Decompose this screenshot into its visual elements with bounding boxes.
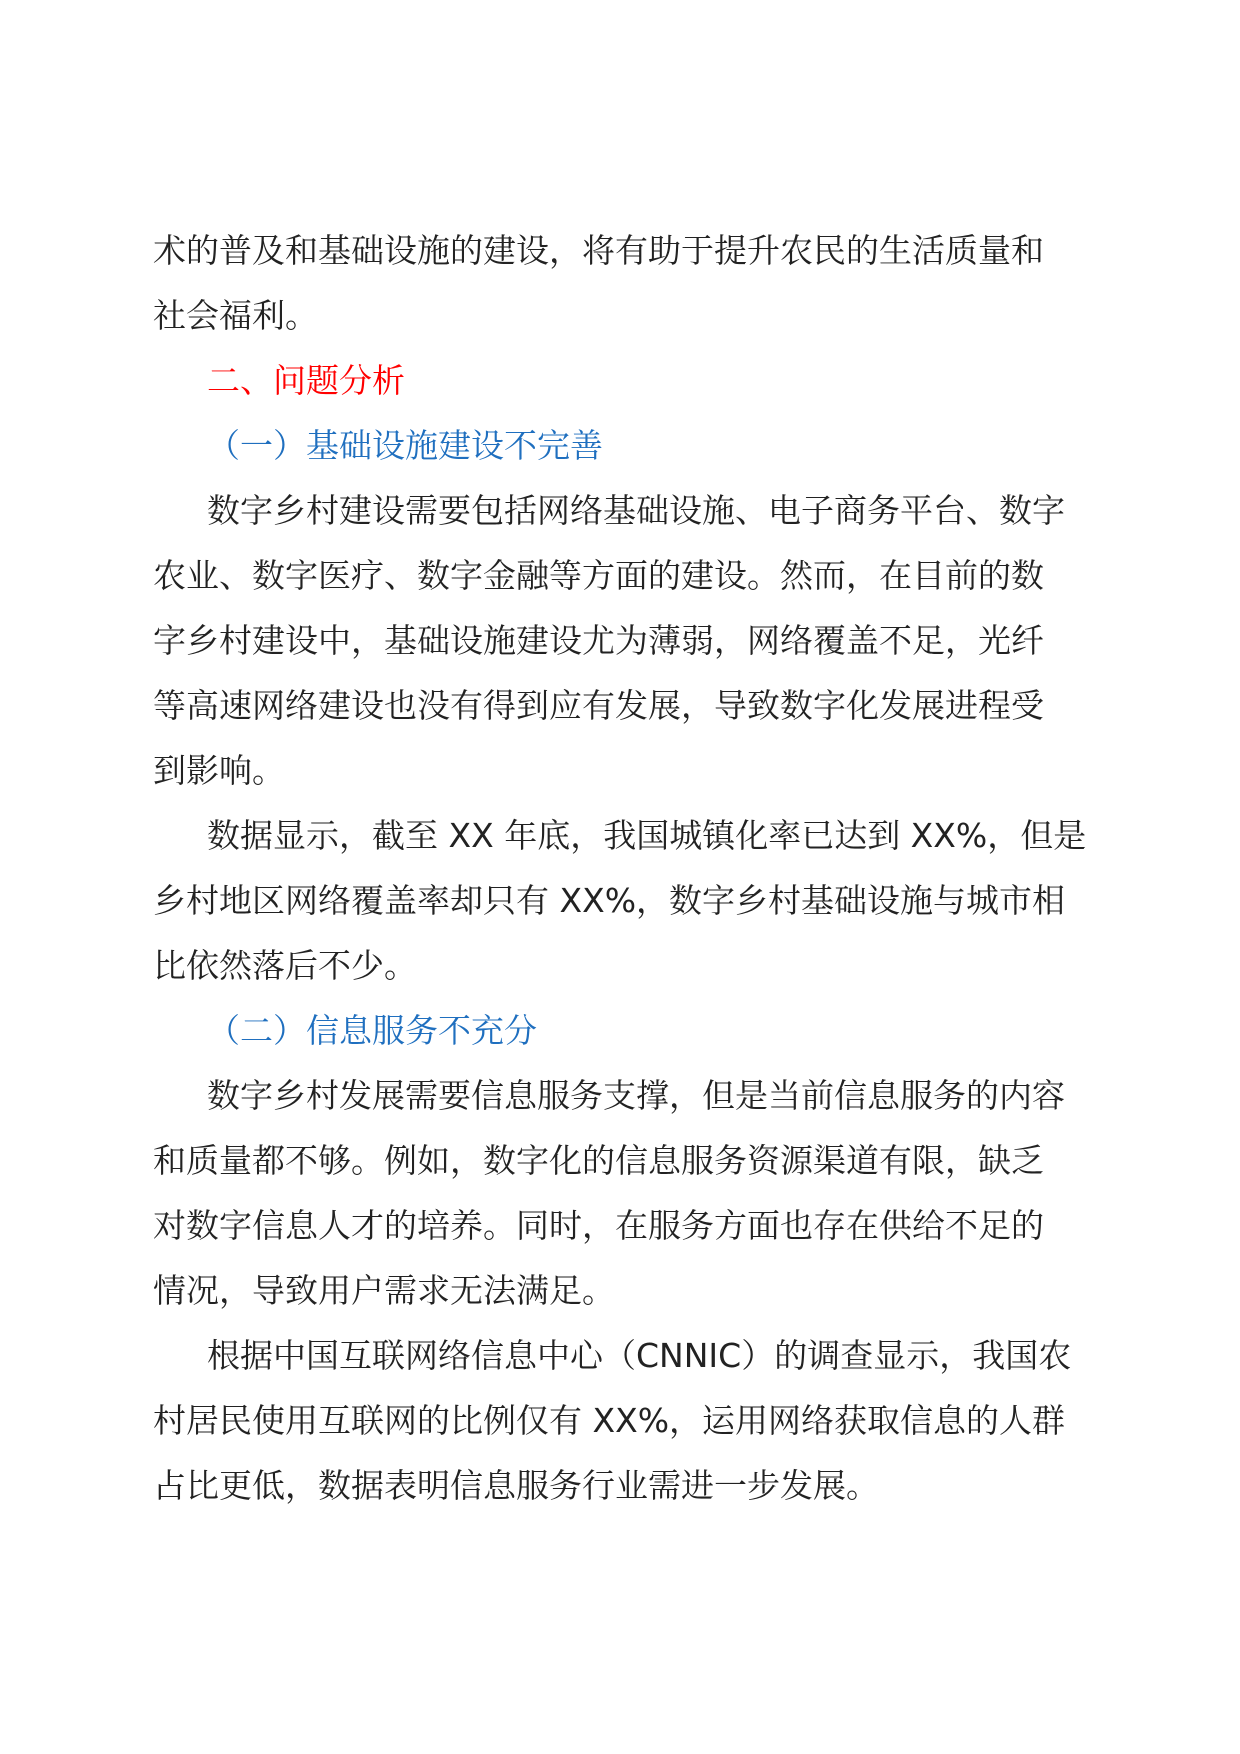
subsection-heading-infrastructure: （一）基础设施建设不完善	[207, 426, 603, 465]
paragraph-line: 情况，导致用户需求无法满足。	[153, 1271, 615, 1310]
paragraph-line: 社会福利。	[153, 296, 318, 335]
intro-paragraph	[153, 218, 1093, 348]
paragraph-line: 数字乡村建设需要包括网络基础设施、电子商务平台、数字	[207, 491, 1065, 530]
subsection-heading-information-service: （二）信息服务不充分	[207, 1011, 537, 1050]
paragraph-line: 字乡村建设中，基础设施建设尤为薄弱，网络覆盖不足，光纤	[153, 621, 1044, 660]
paragraph-line: 乡村地区网络覆盖率却只有 XX%，数字乡村基础设施与城市相	[153, 881, 1066, 920]
infrastructure-paragraph-1	[153, 478, 1093, 803]
paragraph-line: 占比更低，数据表明信息服务行业需进一步发展。	[153, 1466, 879, 1505]
paragraph-line: 和质量都不够。例如，数字化的信息服务资源渠道有限，缺乏	[153, 1141, 1044, 1180]
paragraph-line: 根据中国互联网络信息中心（CNNIC）的调查显示，我国农	[207, 1336, 1072, 1375]
paragraph-line: 等高速网络建设也没有得到应有发展，导致数字化发展进程受	[153, 686, 1044, 725]
paragraph-line: 到影响。	[153, 751, 285, 790]
paragraph-line: 数字乡村发展需要信息服务支撑，但是当前信息服务的内容	[207, 1076, 1065, 1115]
paragraph-line: 农业、数字医疗、数字金融等方面的建设。然而，在目前的数	[153, 556, 1044, 595]
information-service-paragraph-2	[153, 1323, 1093, 1518]
paragraph-line: 对数字信息人才的培养。同时，在服务方面也存在供给不足的	[153, 1206, 1044, 1245]
infrastructure-paragraph-2	[153, 803, 1093, 998]
paragraph-line: 村居民使用互联网的比例仅有 XX%，运用网络获取信息的人群	[153, 1401, 1066, 1440]
information-service-paragraph-1	[153, 1063, 1093, 1323]
paragraph-line: 数据显示，截至 XX 年底，我国城镇化率已达到 XX%，但是	[207, 816, 1087, 855]
paragraph-line: 术的普及和基础设施的建设，将有助于提升农民的生活质量和	[153, 231, 1044, 270]
section-heading-problem-analysis: 二、问题分析	[207, 361, 405, 400]
document-page	[153, 218, 1093, 1518]
paragraph-line: 比依然落后不少。	[153, 946, 417, 985]
